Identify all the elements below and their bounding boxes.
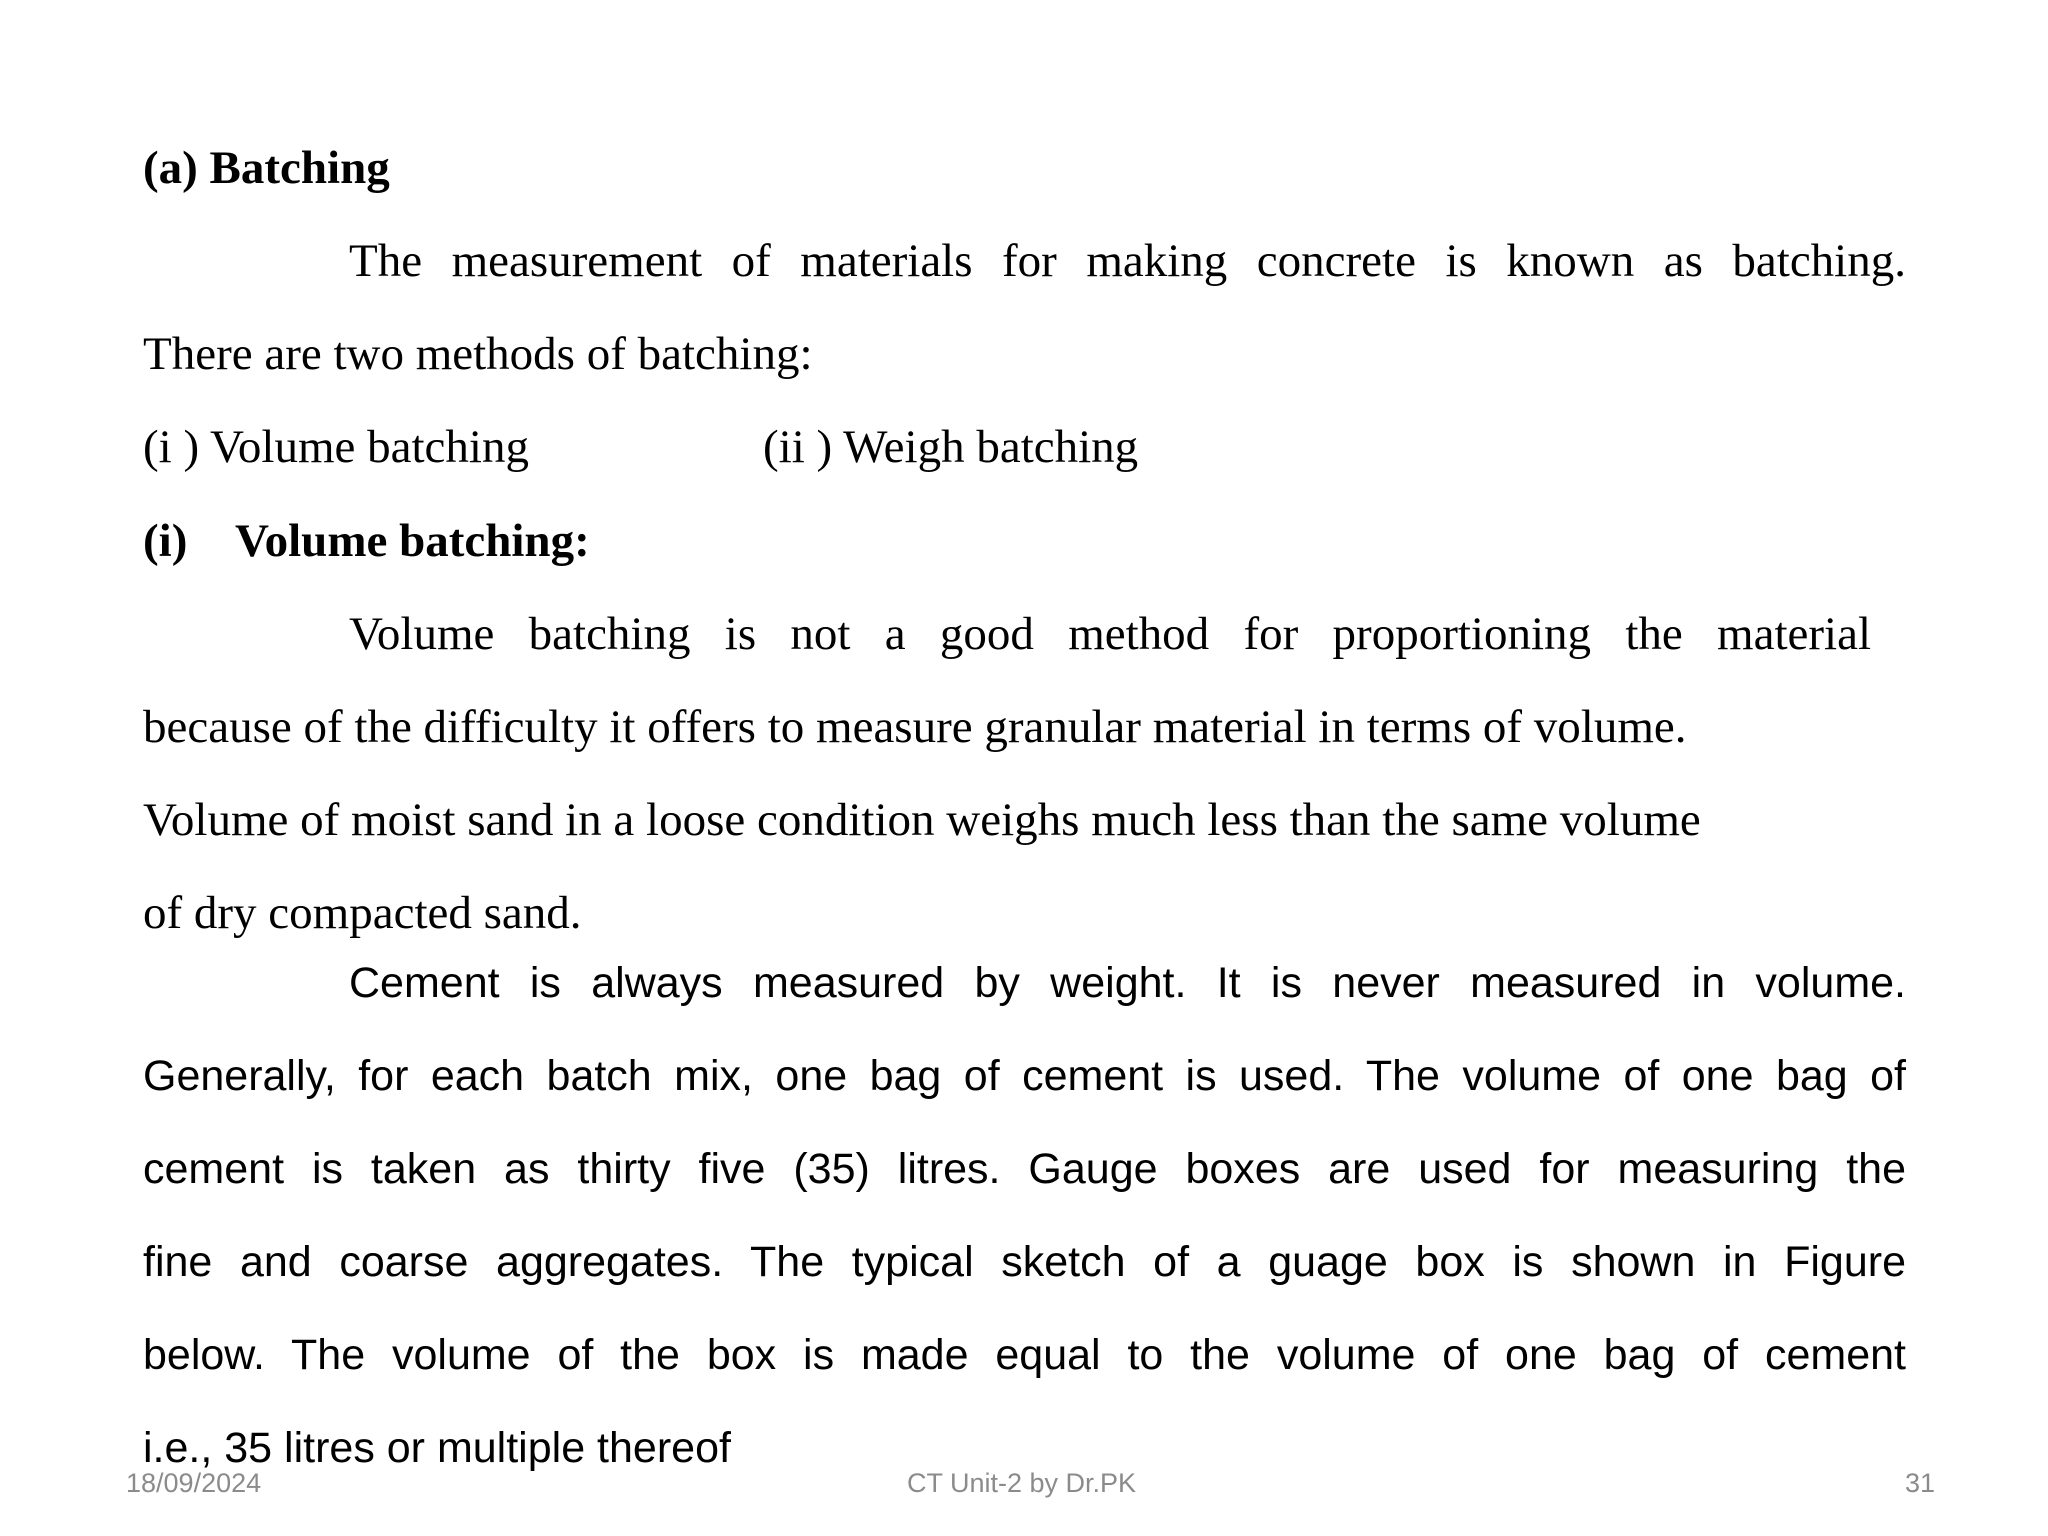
paragraph-batching-line-1: The measurement of materials for making concrete is known as batching. [349,235,1906,287]
paragraph-cement-line-2: Generally, for each batch mix, one bag of cement is used. The volume of one bag of [143,1052,1906,1100]
paragraph-cement-line-5: below. The volume of the box is made equal to the volume of one bag of cement [143,1331,1906,1379]
paragraph-cement-line-4: fine and coarse aggregates. The typical sketch of a guage box is shown in Figure [143,1238,1906,1286]
footer-title: CT Unit-2 by Dr.PK [907,1468,1137,1498]
footer-page-number: 31 [1905,1468,1936,1498]
paragraph-volume-line-4: of dry compacted sand. [143,887,582,939]
paragraph-batching-line-2: There are two methods of batching: [143,328,813,380]
paragraph-volume-line-2: because of the difficulty it offers to measure granular material in terms of volume. [143,701,1687,753]
paragraph-volume-line-1: Volume batching is not a good method for proportioning the material [349,608,1871,660]
paragraph-cement-line-1: Cement is always measured by weight. It is never measured in volume. [349,959,1906,1007]
method-volume-batching: (i ) Volume batching [143,421,529,473]
method-weigh-batching: (ii ) Weigh batching [763,421,1139,473]
paragraph-cement-line-6: i.e., 35 litres or multiple thereof [143,1424,731,1472]
heading-volume-batching-title: Volume batching: [235,515,590,567]
heading-volume-batching-number: (i) [143,515,188,567]
heading-batching: (a) Batching [143,142,390,194]
batching-methods-line [143,421,1139,473]
heading-volume-batching [143,515,590,567]
footer-date: 18/09/2024 [126,1468,262,1498]
paragraph-cement-line-3: cement is taken as thirty five (35) litres. Gauge boxes are used for measuring the [143,1145,1906,1193]
paragraph-volume-line-3: Volume of moist sand in a loose condition weighs much less than the same volume [143,794,1701,846]
